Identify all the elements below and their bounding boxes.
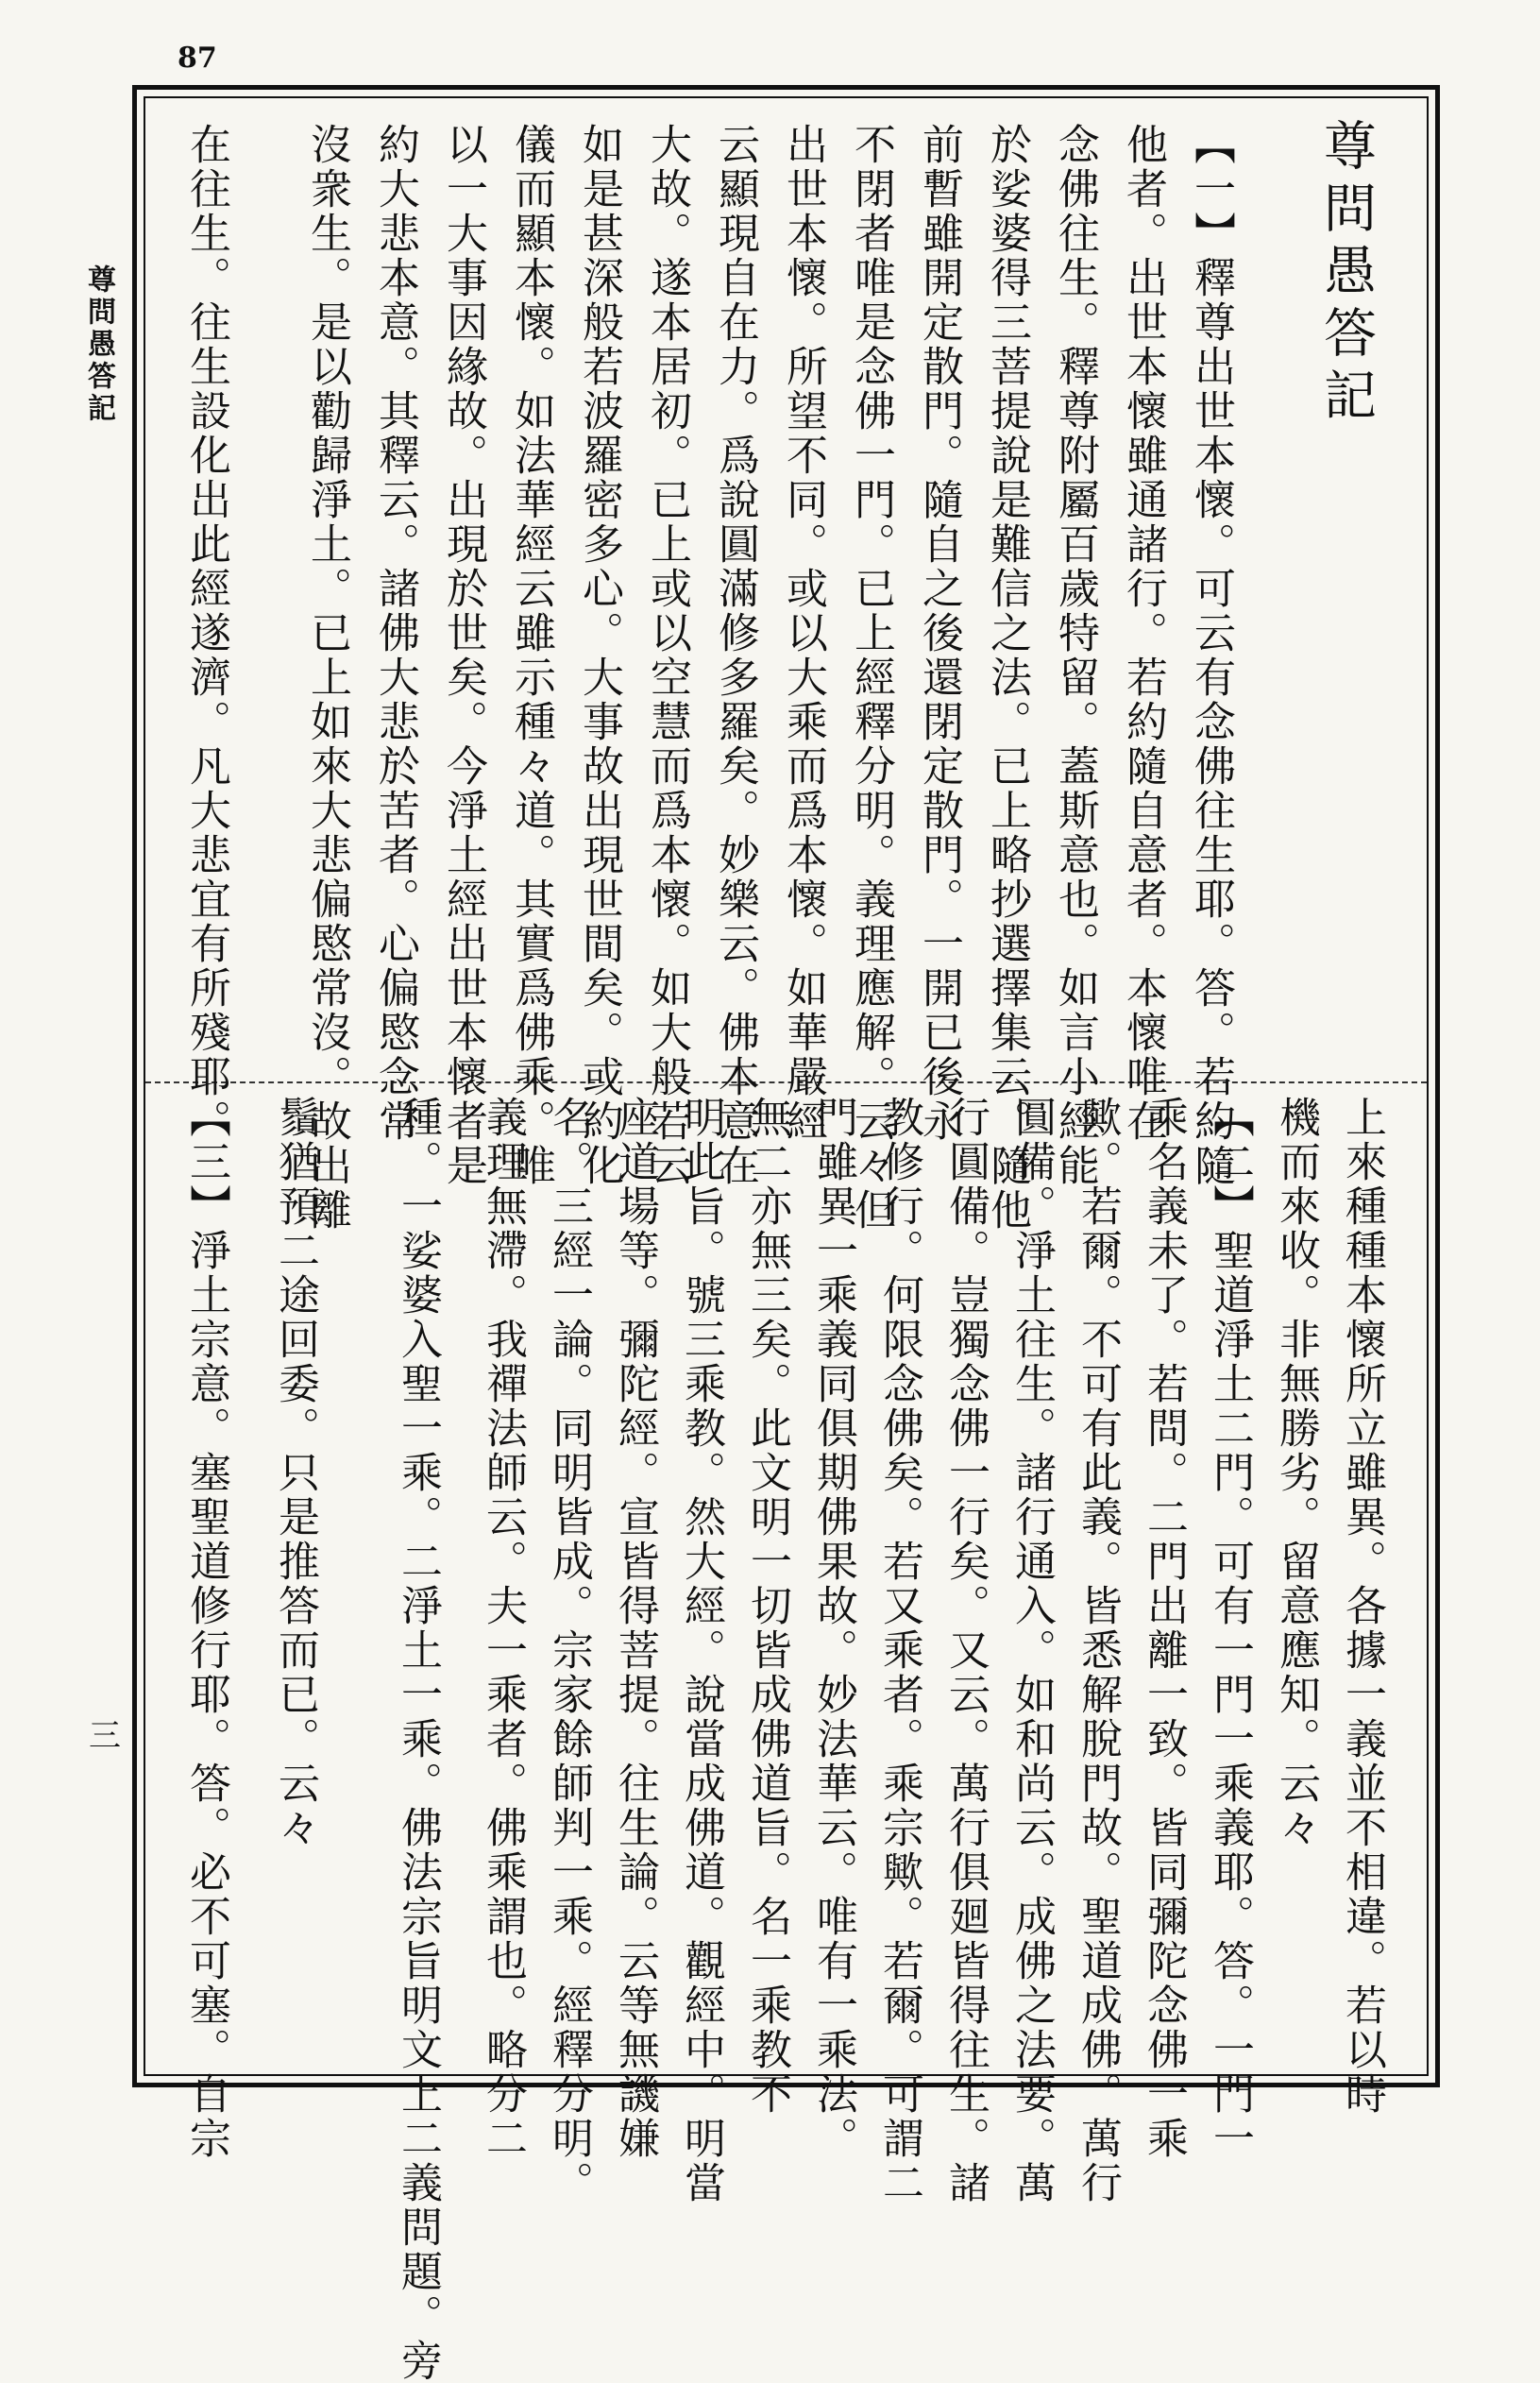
upper-column: 於娑婆得三菩提說是難信之法。已上略抄選擇集云。隨他 bbox=[983, 123, 1031, 1233]
side-running-title: 尊問愚答記 bbox=[82, 264, 115, 425]
upper-column: 如是甚深般若波羅密多心。大事故出現世間矣。或約化 bbox=[575, 123, 623, 1188]
lower-column: 無二亦無三矣。此文明一切皆成佛道旨。名一乘教不 bbox=[743, 1096, 791, 2117]
lower-column: 機而來收。非無勝劣。留意應知。云々 bbox=[1272, 1096, 1320, 1850]
upper-column: 他者。出世本懷雖通諸行。若約隨自意者。本懷唯在 bbox=[1119, 123, 1167, 1144]
upper-column: 【一】釋尊出世本懷。可云有念佛往生耶。答。若約隨 bbox=[1187, 123, 1235, 1188]
upper-column: 儀而顯本懷。如法華經云雖示種々道。其實爲佛乘。唯 bbox=[507, 123, 555, 1188]
upper-column: 約大悲本意。其釋云。諸佛大悲於苦者。心偏愍念常 bbox=[371, 123, 419, 1144]
lower-column: 乘名義未了。若問。二門出離一致。皆同彌陀念佛一乘 bbox=[1140, 1096, 1188, 2161]
lower-column: 【三】淨土宗意。塞聖道修行耶。答。必不可塞。自宗 bbox=[182, 1096, 230, 2161]
lower-column: 【二】聖道淨土二門。可有一門一乘義耶。答。一門一 bbox=[1206, 1096, 1254, 2161]
upper-column: 出世本懷。所望不同。或以大乘而爲本懷。如華嚴經 bbox=[779, 123, 827, 1144]
page-number: 87 bbox=[178, 42, 217, 75]
lower-column: 種。一娑婆入聖一乘。二淨土一乘。佛法宗旨明文上二義問題。旁 bbox=[394, 1096, 442, 2383]
upper-column: 念佛往生。釋尊附屬百歲特留。蓋斯意也。如言小經能 bbox=[1051, 123, 1099, 1188]
lower-column: 義理無滯。我禪法師云。夫一乘者。佛乘謂也。略分二 bbox=[479, 1096, 527, 2161]
upper-column: 沒衆生。是以勸歸淨土。已上如來大悲偏愍常沒。故出離 bbox=[303, 123, 351, 1233]
lower-column: 教修行。何限念佛矣。若又乘者。乘宗歟。若爾。可謂二 bbox=[875, 1096, 923, 2205]
lower-column: 上來種種本懷所立雖異。各據一義並不相違。若以時 bbox=[1338, 1096, 1386, 2117]
lower-column: 名。三經一論。同明皆成。宗家餘師判一乘。經釋分明。 bbox=[545, 1096, 593, 2205]
upper-column: 云顯現自在力。爲說圓滿修多羅矣。妙樂云。佛本意在 bbox=[711, 123, 759, 1188]
page-title: 尊問愚答記 bbox=[1315, 118, 1377, 430]
upper-column: 前暫雖開定散門。隨自之後還閉定散門。一開已後永 bbox=[915, 123, 963, 1144]
lower-column: 鬚猶預二途回委。只是推答而已。云々 bbox=[271, 1096, 319, 1850]
lower-column: 歟。若爾。不可有此義。皆悉解脫門故。聖道成佛。萬行 bbox=[1074, 1096, 1122, 2205]
lower-column: 座道場等。彌陀經。宣皆得菩提。往生論。云等無譏嫌 bbox=[611, 1096, 659, 2161]
upper-column: 在往生。往生設化出此經遂濟。凡大悲宜有所殘耶。 bbox=[182, 123, 230, 1144]
upper-column: 不閉者唯是念佛一門。已上經釋分明。義理應解。云々但 bbox=[847, 123, 895, 1233]
upper-column: 大故。遂本居初。已上或以空慧而爲本懷。如大般若云 bbox=[643, 123, 691, 1188]
lower-column: 圓備。淨土往生。諸行通入。如和尚云。成佛之法要。萬 bbox=[1007, 1096, 1056, 2205]
lower-column: 門雖異一乘義同俱期佛果故。妙法華云。唯有一乘法。 bbox=[809, 1096, 857, 2161]
lower-column: 行圓備。豈獨念佛一行矣。又云。萬行俱廻皆得往生。諸 bbox=[941, 1096, 990, 2205]
lower-column: 明此旨。號三乘教。然大經。說當成佛道。觀經中。明當 bbox=[677, 1096, 725, 2205]
upper-column: 以一大事因緣故。出現於世矣。今淨土經出世本懷者是 bbox=[439, 123, 487, 1188]
side-folio-number: 三 bbox=[89, 1717, 121, 1755]
